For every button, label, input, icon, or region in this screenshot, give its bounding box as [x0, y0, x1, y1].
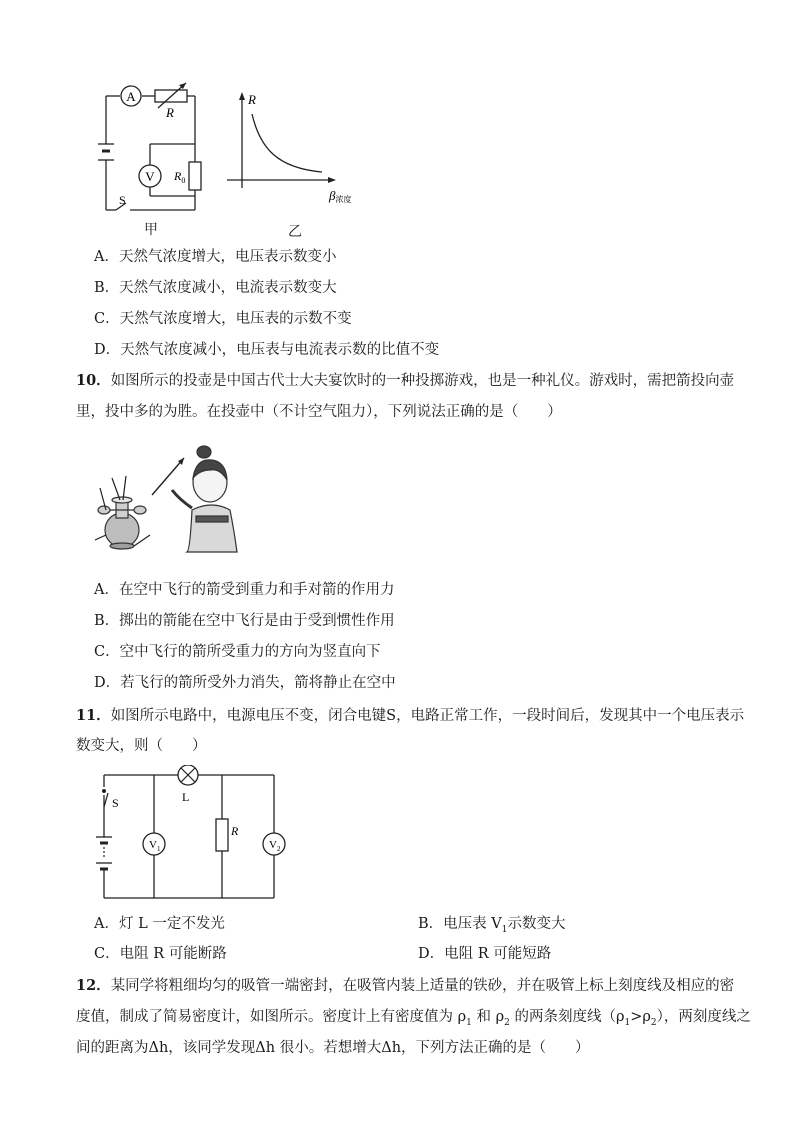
figure-caption-yi: 乙 [288, 224, 302, 240]
v2-label: V [269, 839, 277, 851]
q9-option-c: C．天然气浓度增大，电压表的示数不变 [94, 311, 352, 327]
q11-option-b: B．电压表 $V_1$示数变大 [418, 916, 566, 935]
circuit-diagram-q11 [92, 765, 292, 905]
q10-option-b: B．掷出的箭能在空中飞行是由于受到惯性作用 [94, 613, 395, 629]
q10-stem-line1: 10．如图所示的投壶是中国古代士大夫宴饮时的一种投掷游戏，也是一种礼仪。游戏时，需把箭投向壶 [76, 372, 735, 389]
q10-option-a: A．在空中飞行的箭受到重力和手对箭的作用力 [94, 582, 395, 598]
q11-stem-line1: 11．如图所示电路中，电源电压不变，闭合电键S，电路正常工作，一段时间后，发现其中一个电压表示 [76, 707, 745, 724]
touhu-illustration [92, 440, 252, 555]
svg-text:R0 [173, 169, 185, 185]
resistor-label: R [231, 824, 239, 838]
q11-stem-line2: 数变大，则（ ） [76, 738, 207, 754]
lamp-label: L [182, 790, 190, 804]
v2-subscript: 2 [276, 845, 281, 853]
q9-option-d: D．天然气浓度减小，电压表与电流表示数的比值不变 [94, 342, 440, 358]
q10-option-d: D．若飞行的箭所受外力消失，箭将静止在空中 [94, 675, 396, 691]
graph-x-subscript: 浓度 [335, 195, 352, 204]
q9-option-a: A．天然气浓度增大，电压表示数变小 [94, 249, 337, 265]
fixed-resistor-subscript: 0 [181, 176, 186, 185]
graph-y-label: R [248, 92, 256, 107]
q11-number: 11． [76, 707, 111, 724]
svg-text:β浓度 [328, 188, 351, 204]
q12-stem-line1: 12．某同学将粗细均匀的吸管一端密封，在吸管内装上适量的铁砂，并在吸管上标上刻度线及相应的密 [76, 977, 735, 994]
q11-option-a: A．灯 L 一定不发光 [94, 916, 225, 932]
graph-yi [222, 88, 362, 213]
rheostat-label: R [166, 105, 174, 120]
switch-s-label: S [112, 796, 119, 810]
graph-x-label: β [329, 188, 336, 203]
fixed-resistor-symbol [189, 162, 201, 190]
ammeter-label: A [126, 89, 136, 104]
switch-label: S [119, 193, 126, 207]
resistor-symbol [216, 819, 228, 851]
q9-option-b: B．天然气浓度减小，电流表示数变大 [94, 280, 337, 296]
figure-caption-jia: 甲 [144, 222, 158, 238]
q10-number: 10． [76, 372, 111, 389]
voltmeter-label: V [145, 169, 155, 184]
v1-subscript: 1 [156, 845, 161, 853]
q11-option-c: C．电阻 R 可能断路 [94, 946, 227, 962]
circuit-diagram-jia [90, 80, 220, 220]
q12-number: 12． [76, 977, 111, 994]
q12-stem-line3: 间的距离为Δh，该同学发现Δh 很小。若想增大Δh，下列方法正确的是（ ） [76, 1040, 590, 1056]
q11-option-d: D．电阻 R 可能短路 [418, 946, 552, 962]
v1-label: V [149, 839, 157, 851]
q12-stem-line2: 度值，制成了简易密度计，如图所示。密度计上有密度值为 $\rho_1$ 和 $\rho_2$ 的两条刻度线$(\rho_1>\rho_2)$，两刻度线之 [76, 1009, 751, 1028]
fixed-resistor-label: R [174, 169, 182, 183]
q10-stem-line2: 里，投中多的为胜。在投壶中（不计空气阻力），下列说法正确的是（ ） [76, 404, 562, 420]
q10-option-c: C．空中飞行的箭所受重力的方向为竖直向下 [94, 644, 381, 660]
